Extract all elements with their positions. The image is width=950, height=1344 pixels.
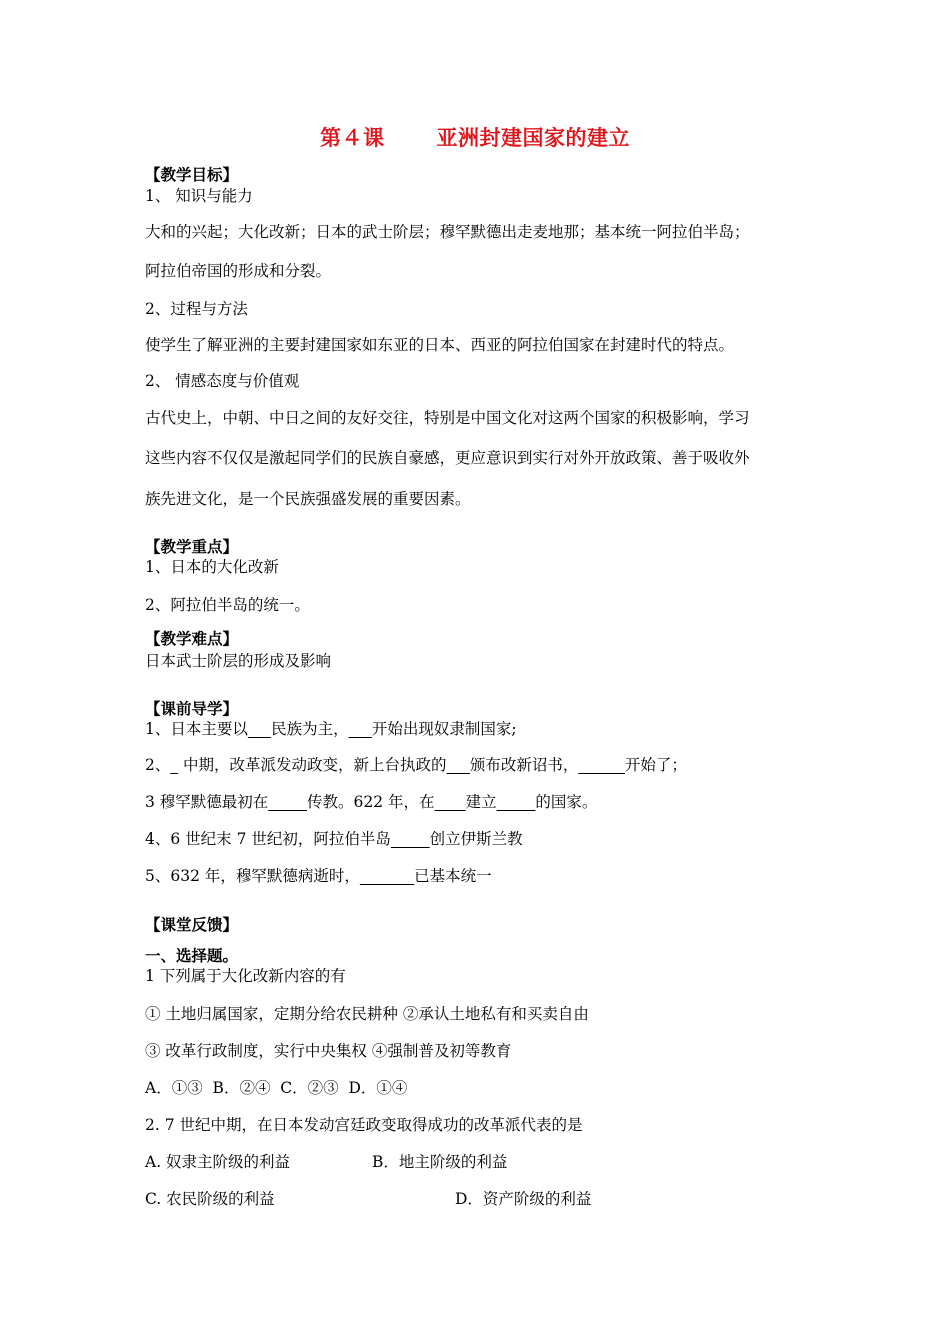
answer-blank: ___: [247, 720, 272, 738]
answer-blank: ___: [348, 720, 372, 738]
question-1-options-line-2: ③ 改革行政制度，实行中央集权 ④强制普及初等教育: [145, 1042, 512, 1060]
objective-process-label: 2、过程与方法: [145, 300, 248, 318]
objective-knowledge-text-2: 阿拉伯帝国的形成和分裂。: [145, 262, 332, 280]
answer-blank: _: [170, 756, 179, 774]
preview-question-1: 1、日本主要以___民族为主，___开始出现奴隶制国家;: [145, 720, 517, 738]
key-point-1: 1、日本的大化改新: [145, 558, 279, 576]
objective-knowledge-label: 1、 知识与能力: [145, 187, 253, 205]
question-1-options-line-1: ① 土地归属国家，定期分给农民耕种 ②承认土地私有和买卖自由: [145, 1005, 589, 1023]
preview-question-4: 4、6 世纪末 7 世纪初，阿拉伯半岛_____创立伊斯兰教: [145, 830, 523, 848]
objective-attitude-text-3: 族先进文化，是一个民族强盛发展的重要因素。: [145, 490, 471, 508]
answer-blank: ______: [578, 756, 625, 774]
lesson-number: 第４课: [320, 125, 385, 150]
question-2-option-a: A. 奴隶主阶级的利益: [145, 1153, 291, 1171]
key-point-2: 2、阿拉伯半岛的统一。: [145, 596, 310, 614]
question-2-option-c: C. 农民阶级的利益: [145, 1190, 275, 1208]
difficulty-heading: 【教学难点】: [145, 629, 239, 648]
feedback-question-2: 2. 7 世纪中期，在日本发动宫廷政变取得成功的改革派代表的是: [145, 1116, 583, 1134]
answer-blank: _____: [268, 793, 308, 811]
feedback-question-1: 1 下列属于大化改新内容的有: [145, 967, 346, 985]
objective-attitude-text-1: 古代史上，中朝、中日之间的友好交往，特别是中国文化对这两个国家的积极影响，学习: [145, 409, 750, 427]
answer-blank: ____: [434, 793, 466, 811]
objective-attitude-text-2: 这些内容不仅仅是激起同学们的民族自豪感，更应意识到实行对外开放政策、善于吸收外: [145, 449, 750, 467]
answer-blank: ___: [446, 756, 470, 774]
answer-blank: _______: [359, 867, 415, 885]
question-1-choices: A．①③ B．②④ C．②③ D．①④: [145, 1079, 408, 1097]
preview-question-5: 5、632 年，穆罕默德病逝时，_______已基本统一: [145, 867, 492, 885]
difficulty-1: 日本武士阶层的形成及影响: [145, 652, 332, 670]
objective-knowledge-text-1: 大和的兴起；大化改新；日本的武士阶层；穆罕默德出走麦地那；基本统一阿拉伯半岛；: [145, 223, 750, 241]
lesson-name: 亚洲封建国家的建立: [436, 125, 630, 150]
objective-attitude-label: 2、 情感态度与价值观: [145, 372, 300, 390]
feedback-heading: 【课堂反馈】: [145, 915, 239, 934]
section-title: 一、选择题。: [145, 946, 239, 965]
preview-question-3: 3 穆罕默德最初在_____传教。622 年，在____建立_____的国家。: [145, 793, 598, 811]
answer-blank: _____: [496, 793, 536, 811]
answer-blank: _____: [390, 830, 430, 848]
question-2-option-d: D．资产阶级的利益: [455, 1190, 592, 1208]
objective-process-text: 使学生了解亚洲的主要封建国家如东亚的日本、西亚的阿拉伯国家在封建时代的特点。: [145, 336, 735, 354]
key-points-heading: 【教学重点】: [145, 537, 239, 556]
page-title: [0, 122, 950, 152]
preview-question-2: 2、_ 中期，改革派发动政变，新上台执政的___颁布改新诏书，______开始了；: [145, 756, 687, 774]
question-2-option-b: B．地主阶级的利益: [372, 1153, 508, 1171]
objectives-heading: 【教学目标】: [145, 165, 239, 184]
preview-heading: 【课前导学】: [145, 699, 239, 718]
